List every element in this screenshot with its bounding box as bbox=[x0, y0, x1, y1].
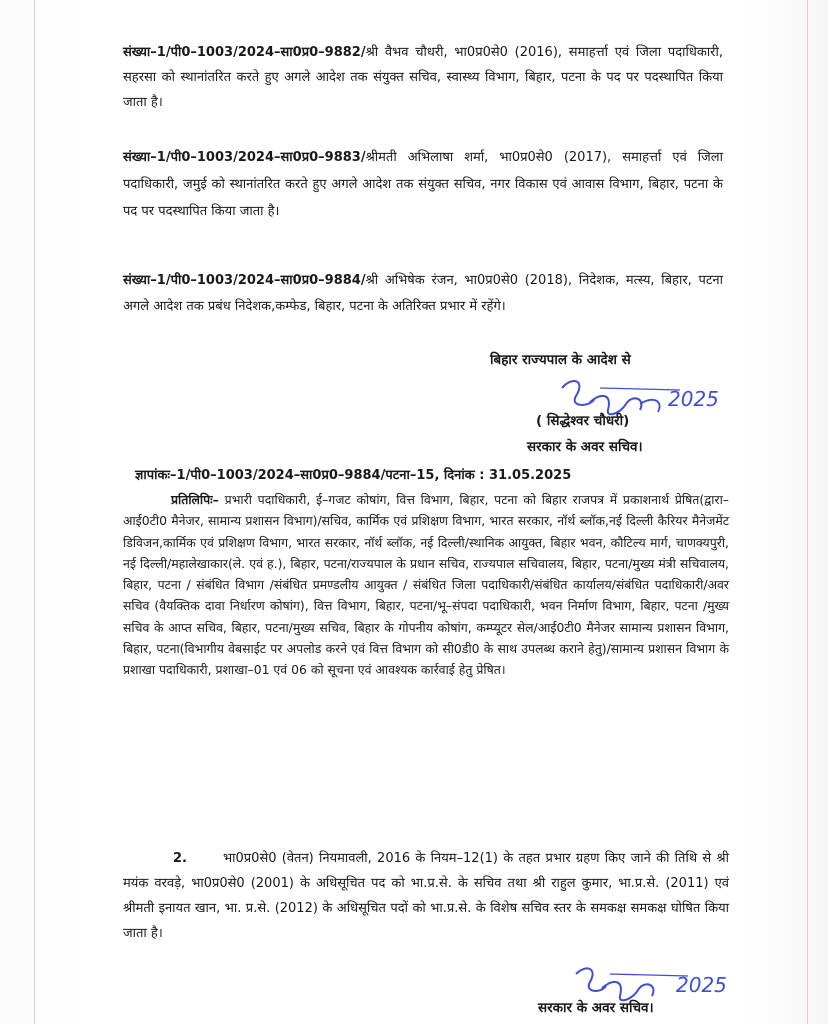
svg-text:2025: 2025 bbox=[668, 387, 719, 411]
margin-line-left bbox=[34, 0, 35, 1024]
order-ref-3: संख्या–1/पी0–1003/2024–सा0प्र0–9884/ bbox=[123, 273, 366, 288]
paragraph-2 bbox=[123, 846, 729, 946]
copy-to-paragraph bbox=[123, 489, 729, 681]
order-paragraph-2 bbox=[123, 144, 723, 225]
by-order-line: बिहार राज्यपाल के आदेश से bbox=[490, 352, 631, 368]
copy-to-label: प्रतिलिपिः– bbox=[171, 492, 219, 507]
paragraph-2-number: 2. bbox=[173, 851, 187, 866]
order-text-2: श्रीमती अभिलाषा शर्मा, भा0प्र0से0 (2017), समाहर्त्ता एवं जिला पदाधिकारी, जमुई को स्थानांतरित करते हुए अगले आदेश तक संयुक्त सचिव, नगर विकास एवं आवास विभाग, बिहार, पटना के पद पर पदस्थापित किया जाता है। bbox=[123, 150, 723, 219]
order-paragraph-3 bbox=[123, 268, 723, 320]
memo-number-line: ज्ञापांकः–1/पी0–1003/2024–सा0प्र0–9884/पटना–15, दिनांक : 31.05.2025 bbox=[135, 468, 572, 483]
signatory-name: ( सिद्धेश्वर चौधरी) bbox=[536, 413, 630, 429]
order-text-3: श्री अभिषेक रंजन, भा0प्र0से0 (2018), निदेशक, मत्स्य, बिहार, पटना अगले आदेश तक प्रबंध निदेशक,कम्फेड, बिहार, पटना के अतिरिक्त प्रभार में रहेंगे। bbox=[123, 273, 723, 314]
svg-text:2025: 2025 bbox=[676, 973, 727, 997]
order-text-1: श्री वैभव चौधरी, भा0प्र0से0 (2016), समाहर्त्ता एवं जिला पदाधिकारी, सहरसा को स्थानांतरित करते हुए अगले आदेश तक संयुक्त सचिव, स्वास्थ्य विभाग, बिहार, पटना के पद पर पदस्थापित किया जाता है। bbox=[123, 45, 723, 110]
paragraph-2-text: भा0प्र0से0 (वेतन) नियमावली, 2016 के नियम–12(1) के तहत प्रभार ग्रहण किए जाने की तिथि से श्री मयंक वरवड़े, भा0प्र0से0 (2001) के अधिसूचित पद को भा.प्र.से. के सचिव तथा श्री राहुल कुमार, भा.प्र.से. (2011) एवं श्रीमती इनायत खान, भा. प्र.से. (2012) के अधिसूचित पदों को भा.प्र.से. के विशेष सचिव स्तर के समकक्ष समकक्ष घोषित किया जाता है। bbox=[123, 851, 729, 941]
copy-to-text: प्रभारी पदाधिकारी, ई–गजट कोषांग, वित्त विभाग, बिहार, पटना को बिहार राजपत्र में प्रकाशनार्थ प्रेषित(द्वारा–आई0टी0 मैनेजर, सामान्य प्रशासन विभाग)/सचिव, कार्मिक एवं प्रशिक्षण विभाग, भारत सरकार, नॉर्थ ब्लॉक,नई दिल्ली कैरियर मैनेजमेंट डिविजन,कार्मिक एवं प्रशिक्षण विभाग, भारत सरकार, नॉर्थ ब्लॉक, नई दिल्ली/स्थानिक आयुक्त, बिहार भवन, कौटिल्य मार्ग, चाणक्यपुरी, नई दिल्ली/महालेखाकार(ले. एवं ह.), बिहार, पटना/राज्यपाल के प्रधान सचिव, राज्यपाल सचिवालय, बिहार, पटना/मुख्य मंत्री सचिवालय, बिहार, पटना / संबंधित विभाग /संबंधित प्रमण्डलीय आयुक्त / संबंधित जिला पदाधिकारी/संबंधित कार्यालय/संबंधित पदाधिकारी/अवर सचिव (वैयक्तिक दावा निर्धारण कोषांग), वित्त विभाग, बिहार, पटना/भू–संपदा पदाधिकारी, भवन निर्माण विभाग, बिहार, पटना /मुख्य सचिव के आप्त सचिव, बिहार, पटना/मुख्य सचिव, बिहार के गोपनीय कोषांग, कम्प्यूटर सेल/आई0टी0 मैनेजर सामान्य प्रशासन विभाग, बिहार, पटना(विभागीय वेबसाईट पर अपलोड करने एवं वित्त विभाग को सी0डी0 के साथ उपलब्ध कराने हेतु)/सामान्य प्रशासन विभाग के प्रशाखा पदाधिकारी, प्रशाखा–01 एवं 06 को सूचना एवं आवश्यक कार्रवाई हेतु प्रेषित। bbox=[123, 492, 729, 678]
signatory-designation: सरकार के अवर सचिव। bbox=[527, 439, 643, 455]
order-ref-2: संख्या–1/पी0–1003/2024–सा0प्र0–9883/ bbox=[123, 150, 366, 165]
margin-line-right bbox=[807, 0, 808, 1024]
footer-designation: सरकार के अवर सचिव। bbox=[538, 1000, 654, 1016]
order-ref-1: संख्या–1/पी0–1003/2024–सा0प्र0–9882/ bbox=[123, 45, 366, 60]
order-paragraph-1 bbox=[123, 40, 723, 115]
